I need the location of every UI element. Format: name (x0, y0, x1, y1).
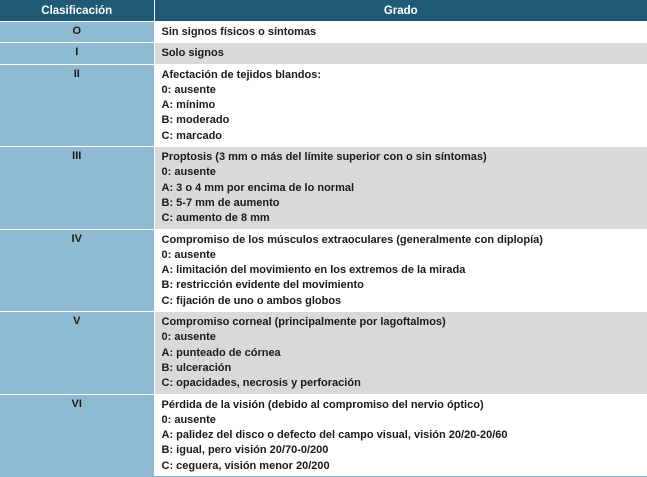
grade-title: Compromiso de los músculos extraoculares (generalmente con diplopía) (162, 233, 647, 248)
grade-cell (154, 394, 647, 476)
grade-line: C: ceguera, visión menor 20/200 (162, 459, 647, 474)
grade-cell (154, 229, 647, 311)
grade-cell (154, 312, 647, 394)
class-label: III (0, 147, 154, 162)
header-row (0, 0, 647, 22)
grade-line: 0: ausente (162, 330, 647, 345)
class-label: I (0, 43, 154, 58)
grade-cell (154, 43, 647, 64)
table-row-i (0, 43, 647, 64)
grade-title: Pérdida de la visión (debido al compromiso del nervio óptico) (162, 398, 647, 413)
grade-line: B: igual, pero visión 20/70-0/200 (162, 443, 647, 458)
grade-line: C: aumento de 8 mm (162, 211, 647, 226)
class-cell (0, 394, 154, 476)
header-classification: Clasificación (0, 0, 154, 22)
grade-line: A: mínimo (162, 98, 647, 113)
grade-line: Sin signos físicos o síntomas (162, 25, 647, 40)
class-label: IV (0, 230, 154, 245)
class-label: VI (0, 395, 154, 410)
grade-cell (154, 64, 647, 146)
grade-line: Solo signos (162, 46, 647, 61)
table-row-v (0, 312, 647, 394)
grade-line: B: 5-7 mm de aumento (162, 196, 647, 211)
grade-line: C: marcado (162, 129, 647, 144)
table-row-ii (0, 64, 647, 146)
grade-line: 0: ausente (162, 248, 647, 263)
grade-line: A: 3 o 4 mm por encima de lo normal (162, 181, 647, 196)
header-grade: Grado (154, 0, 647, 22)
grade-line: C: fijación de uno o ambos globos (162, 294, 647, 309)
class-cell (0, 147, 154, 229)
table-row-o (0, 22, 647, 43)
class-cell (0, 229, 154, 311)
grade-line: A: palidez del disco o defecto del campo visual, visión 20/20-20/60 (162, 428, 647, 443)
grade-line: B: ulceración (162, 361, 647, 376)
class-cell (0, 22, 154, 43)
grade-line: B: restricción evidente del movimiento (162, 278, 647, 293)
grade-line: A: limitación del movimiento en los extremos de la mirada (162, 263, 647, 278)
class-label: V (0, 312, 154, 327)
class-cell (0, 64, 154, 146)
grade-cell (154, 22, 647, 43)
class-cell (0, 312, 154, 394)
class-label: O (0, 22, 154, 37)
grade-line: 0: ausente (162, 165, 647, 180)
class-label: II (0, 65, 154, 80)
table-row-iv (0, 229, 647, 311)
grade-line: 0: ausente (162, 83, 647, 98)
grade-title: Afectación de tejidos blandos: (162, 68, 647, 83)
class-cell (0, 43, 154, 64)
grade-title: Proptosis (3 mm o más del límite superior con o sin síntomas) (162, 150, 647, 165)
grade-line: B: moderado (162, 113, 647, 128)
grade-line: 0: ausente (162, 413, 647, 428)
table-row-vi (0, 394, 647, 476)
grade-cell (154, 147, 647, 229)
grade-line: A: punteado de córnea (162, 346, 647, 361)
grade-line: C: opacidades, necrosis y perforación (162, 376, 647, 391)
table-row-iii (0, 147, 647, 229)
grade-title: Compromiso corneal (principalmente por lagoftalmos) (162, 315, 647, 330)
